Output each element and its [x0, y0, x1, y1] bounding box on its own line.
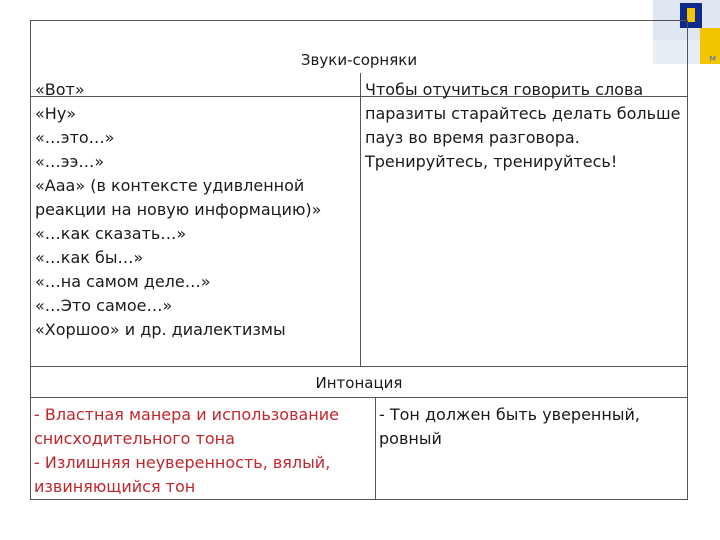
speech-tips-table: [30, 20, 688, 500]
section1-left-cell: «Вот» «Ну» «…это…» «…ээ…» «Ааа» (в контексте удивленной реакции на новую информацию)» «…как сказать…» «…как бы…» «…на самом деле…» «…Это самое…» «Хоршоо» и др. диалектизмы: [31, 73, 361, 367]
section2-title: Интонация: [31, 367, 687, 398]
section1-right-cell: Чтобы отучиться говорить слова паразиты старайтесь делать больше пауз во время разговора. Тренируйтесь, тренируйтесь!: [361, 73, 687, 367]
section2-right-cell: - Тон должен быть уверенный, ровный: [379, 405, 640, 448]
section2-left-cell: - Властная манера и использование снисходительного тона - Излишняя неуверенность, вялый, извиняющийся тон: [31, 398, 376, 499]
logo-text: м: [709, 54, 716, 64]
section1-title: Звуки-сорняки: [31, 47, 687, 97]
